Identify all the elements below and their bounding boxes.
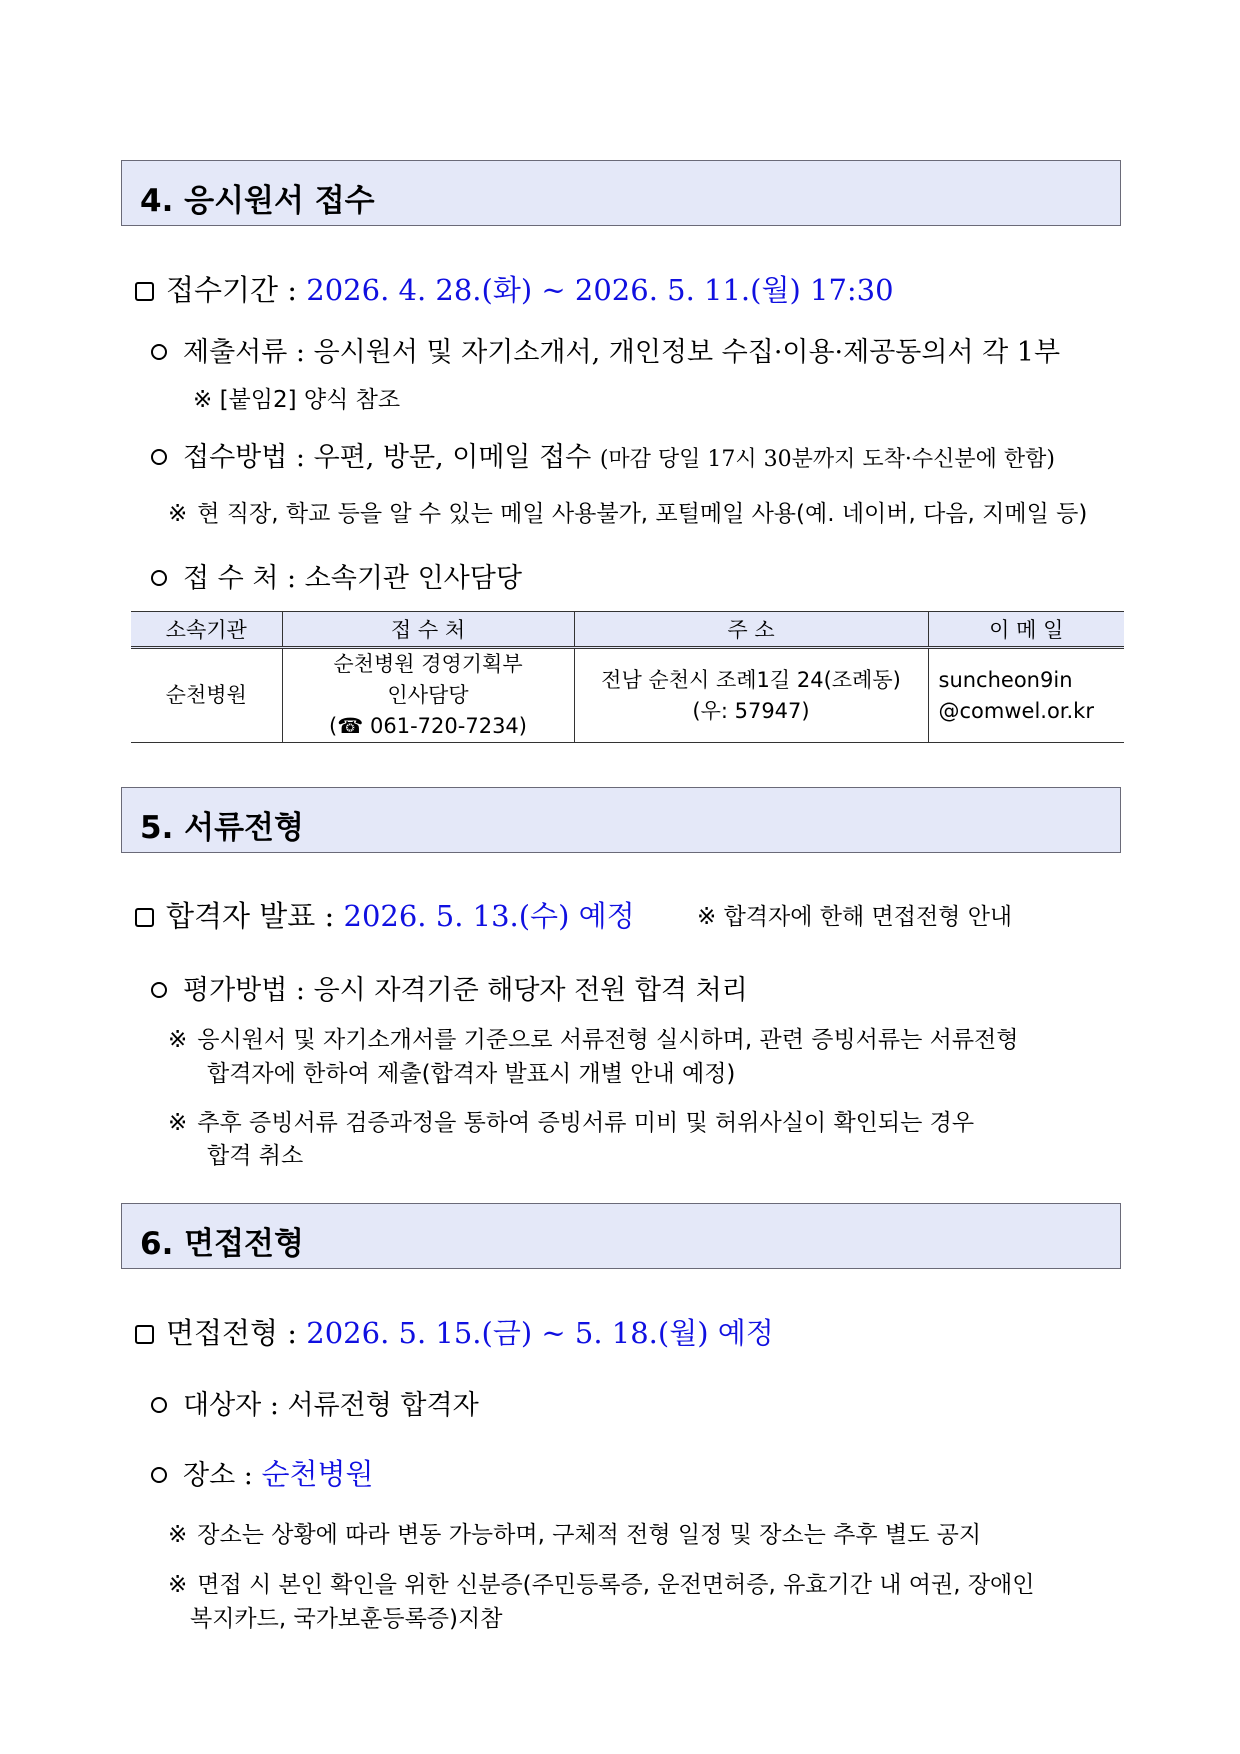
table-row xyxy=(131,648,1124,743)
interview-target xyxy=(151,1383,479,1422)
submit-documents-text: 제출서류 : 응시원서 및 자기소개서, 개인정보 수집·이용·제공동의서 각 1부 xyxy=(183,337,1061,368)
note-mark: ※ xyxy=(168,1027,188,1053)
submit-documents-note: ※ [붙임2] 양식 참조 xyxy=(193,387,401,413)
section-5-header xyxy=(121,787,1121,853)
circle-bullet-icon xyxy=(151,449,167,465)
contact-table xyxy=(131,611,1124,743)
cell-email-line1: suncheon9in xyxy=(938,667,1073,692)
cell-org: 순천병원 xyxy=(131,648,282,743)
section-6-title: 6. 면접전형 xyxy=(140,1226,304,1262)
note-mark: ※ xyxy=(168,1110,188,1136)
header-email: 이 메 일 xyxy=(928,612,1124,648)
evaluation-note-2-line2: 합격 취소 xyxy=(207,1143,304,1169)
application-place xyxy=(151,556,522,595)
cell-dept xyxy=(282,648,574,743)
circle-bullet-icon xyxy=(151,570,167,586)
interview-schedule-label: 면접전형 : xyxy=(166,1316,307,1350)
interview-note-2 xyxy=(168,1566,1035,1599)
evaluation-note-2-line1: 추후 증빙서류 검증과정을 통하여 증빙서류 미비 및 허위사실이 확인되는 경우 xyxy=(197,1110,975,1136)
checkbox-square-icon xyxy=(135,282,154,301)
cell-address-line2: (우: 57947) xyxy=(692,698,810,723)
interview-note-2-line2: 복지카드, 국가보훈등록증)지참 xyxy=(190,1606,503,1632)
interview-schedule-value: 2026. 5. 15.(금) ~ 5. 18.(월) 예정 xyxy=(306,1316,774,1350)
application-method-condition: (마감 당일 17시 30분까지 도착·수신분에 한함) xyxy=(599,447,1055,472)
interview-place xyxy=(151,1452,374,1493)
application-period xyxy=(135,268,894,309)
checkbox-square-icon xyxy=(135,1325,154,1344)
evaluation-note-1-line1: 응시원서 및 자기소개서를 기준으로 서류전형 실시하며, 관련 증빙서류는 서류전형 xyxy=(197,1027,1019,1053)
section-4-title: 4. 응시원서 접수 xyxy=(140,183,375,219)
header-address: 주 소 xyxy=(574,612,928,648)
evaluation-note-1 xyxy=(168,1021,1019,1054)
result-announcement-note: ※ 합격자에 한해 면접전형 안내 xyxy=(697,904,1013,930)
result-announcement-value: 2026. 5. 13.(수) 예정 xyxy=(343,899,635,933)
contact-table-header xyxy=(131,612,1124,648)
section-6-header xyxy=(121,1203,1121,1269)
evaluation-method-text: 평가방법 : 응시 자격기준 해당자 전원 합격 처리 xyxy=(183,975,748,1006)
application-method-note-text: 현 직장, 학교 등을 알 수 있는 메일 사용불가, 포털메일 사용(예. 네이버, 다음, 지메일 등) xyxy=(197,501,1088,527)
cell-address-line1: 전남 순천시 조례1길 24(조례동) xyxy=(601,667,901,692)
result-announcement xyxy=(135,894,635,935)
circle-bullet-icon xyxy=(151,344,167,360)
cell-dept-line1: 순천병원 경영기획부 xyxy=(333,652,523,676)
interview-note-1 xyxy=(168,1516,981,1549)
interview-place-value: 순천병원 xyxy=(261,1457,374,1491)
evaluation-note-2 xyxy=(168,1104,974,1137)
header-dept: 접 수 처 xyxy=(282,612,574,648)
cell-dept-phone: (☎ 061-720-7234) xyxy=(329,714,527,738)
circle-bullet-icon xyxy=(151,1467,167,1483)
note-mark: ※ xyxy=(168,501,188,527)
evaluation-note-1-line2: 합격자에 한하여 제출(합격자 발표시 개별 안내 예정) xyxy=(207,1061,736,1087)
interview-note-2-line1: 면접 시 본인 확인을 위한 신분증(주민등록증, 운전면허증, 유효기간 내 여권, 장애인 xyxy=(197,1572,1035,1598)
cell-email-line2: @comwel.or.kr xyxy=(938,698,1094,723)
interview-note-1-text: 장소는 상황에 따라 변동 가능하며, 구체적 전형 일정 및 장소는 추후 별도 공지 xyxy=(197,1522,982,1548)
cell-dept-line2: 인사담당 xyxy=(387,683,469,707)
checkbox-square-icon xyxy=(135,908,154,927)
cell-email[interactable] xyxy=(928,648,1124,743)
application-method xyxy=(151,435,1055,474)
note-mark: ※ xyxy=(168,1572,188,1598)
cell-address xyxy=(574,648,928,743)
result-announcement-label: 합격자 발표 : xyxy=(166,899,344,933)
interview-schedule xyxy=(135,1311,774,1352)
application-period-value: 2026. 4. 28.(화) ~ 2026. 5. 11.(월) 17:30 xyxy=(306,273,894,307)
circle-bullet-icon xyxy=(151,982,167,998)
circle-bullet-icon xyxy=(151,1397,167,1413)
application-method-text: 접수방법 : 우편, 방문, 이메일 접수 xyxy=(183,442,592,473)
submit-documents xyxy=(151,330,1060,369)
note-mark: ※ xyxy=(168,1522,188,1548)
section-5-title: 5. 서류전형 xyxy=(140,810,304,846)
section-4-header xyxy=(121,160,1121,226)
application-method-note xyxy=(168,495,1087,528)
evaluation-method xyxy=(151,968,748,1007)
application-period-label: 접수기간 : xyxy=(166,273,307,307)
application-place-text: 접 수 처 : 소속기관 인사담당 xyxy=(183,563,522,594)
interview-place-label: 장소 : xyxy=(183,1460,262,1491)
interview-target-text: 대상자 : 서류전형 합격자 xyxy=(183,1390,479,1421)
header-org: 소속기관 xyxy=(131,612,282,648)
